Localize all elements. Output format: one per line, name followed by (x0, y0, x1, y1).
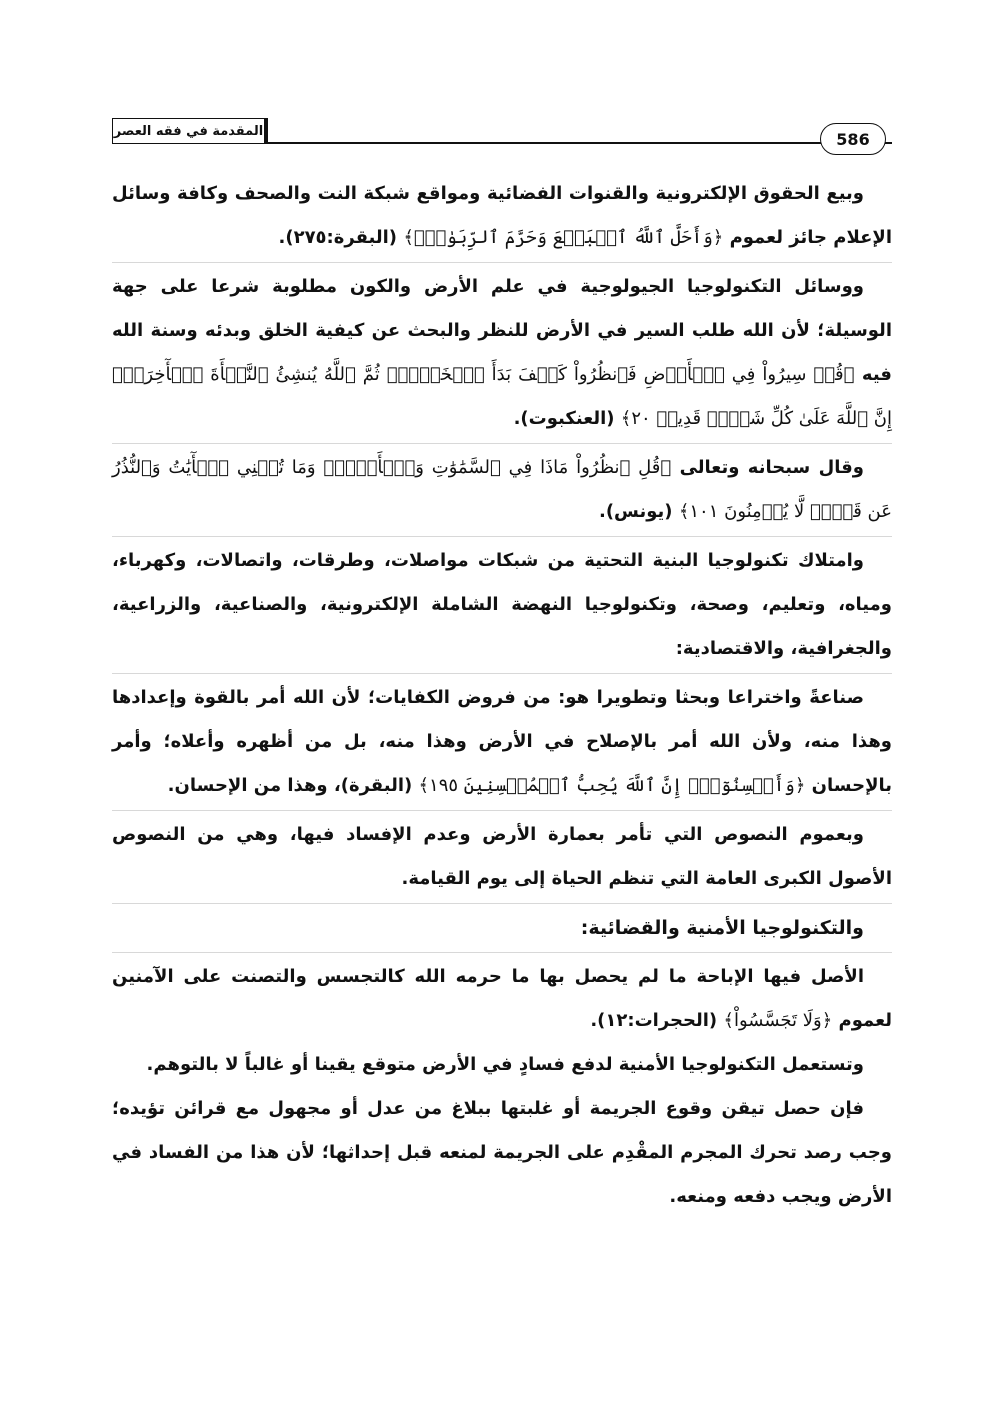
paragraph-4: وامتلاك تكنولوجيا البنية التحتية من شبكات مواصلات، وطرقات، واتصالات، وكهرباء، ومياه، وتعليم، وصحة، وتكنولوجيا النهضة الشاملة الإلكترونية، والصناعية، والزراعية، والجغرافية، والاقتصادية: (112, 550, 892, 659)
verse-reference: (الحجرات:١٢). (590, 1010, 718, 1031)
quran-verse-ankabut-20: ﴿قُلۡ سِيرُواْ فِي ٱلۡأَرۡضِ فَٱنظُرُواْ كَيۡفَ بَدَأَ ٱلۡخَلۡقَۚ ثُمَّ ٱللَّهُ يُنشِئُ ٱلنَّشۡأَةَ ٱلۡأٓخِرَةَۚ إِنَّ ٱللَّهَ عَلَىٰ كُلِّ شَيۡءٖ قَدِيرٞ ٢٠﴾ (112, 364, 892, 429)
page-body (112, 172, 892, 1219)
paragraph-8: وتستعمل التكنولوجيا الأمنية لدفع فسادٍ في الأرض متوقع يقينا أو غالباً لا بالتوهم. (146, 1054, 864, 1075)
paragraph-6: وبعموم النصوص التي تأمر بعمارة الأرض وعدم الإفساد فيها، وهي من النصوص الأصول الكبرى العامة التي تنظم الحياة إلى يوم القيامة. (112, 824, 892, 889)
paragraph-5-text: صناعةً واختراعا وبحثا وتطويرا هو: من فروض الكفايات؛ لأن الله أمر بالقوة وإعدادها وهذا منه، ولأن الله أمر بالإصلاح في الأرض وهذا منه، بل من أظهره وأعلاه؛ وأمر بالإحسان (112, 687, 892, 796)
page-number: 586 (820, 123, 886, 155)
page-header (112, 118, 892, 148)
running-title: المقدمة في فقه العصر (112, 118, 268, 144)
verse-reference: (البقرة)، وهذا من الإحسان. (167, 775, 413, 796)
paragraph-7 (112, 955, 892, 1043)
section-heading: والتكنولوجيا الأمنية والقضائية: (580, 917, 864, 939)
paragraph-1 (112, 172, 892, 260)
quran-verse-yunus-101: ﴿قُلِ ٱنظُرُواْ مَاذَا فِي ٱلسَّمَٰوَٰتِ وَٱلۡأَرۡضِۚ وَمَا تُغۡنِي ٱلۡأٓيَٰتُ وَٱلنُّذُرُ عَن قَوۡمٖ لَّا يُؤۡمِنُونَ ١٠١﴾ (112, 457, 892, 522)
header-rule (268, 142, 892, 144)
paragraph-separator (112, 810, 892, 811)
quran-verse-baqarah-195: ﴿وَأَحۡسِنُوٓاْۚ إِنَّ ٱللَّهَ يُحِبُّ ٱلۡمُحۡسِنِينَ ١٩٥﴾ (418, 775, 806, 796)
paragraph-5 (112, 676, 892, 808)
verse-reference: (البقرة:٢٧٥). (278, 227, 398, 248)
paragraph-2 (112, 265, 892, 441)
paragraph-separator (112, 903, 892, 904)
paragraph-9: فإن حصل تيقن وقوع الجريمة أو غلبتها ببلاغ من عدل أو مجهول مع قرائن تؤيده؛ وجب رصد تحرك المجرم المقْدِم على الجريمة لمنعه قبل إحداثها؛ لأن هذا من الفساد في الأرض ويجب دفعه ومنعه. (112, 1098, 892, 1207)
quran-verse-hujurat-12: ﴿وَلَا تَجَسَّسُواْ﴾ (723, 1010, 833, 1031)
paragraph-separator (112, 952, 892, 953)
verse-reference: (يونس). (598, 501, 673, 522)
paragraph-separator (112, 443, 892, 444)
paragraph-separator (112, 536, 892, 537)
paragraph-1-text: وبيع الحقوق الإلكترونية والقنوات الفضائية ومواقع شبكة النت والصحف وكافة وسائل الإعلام جائز لعموم (112, 183, 892, 248)
quran-verse-baqarah-275: ﴿وَأَحَلَّ ٱللَّهُ ٱلۡبَيۡعَ وَحَرَّمَ ٱلرِّبَوٰاْۚ﴾ (403, 227, 724, 248)
paragraph-separator (112, 262, 892, 263)
paragraph-3-text: وقال سبحانه وتعالى (679, 457, 864, 478)
paragraph-separator (112, 673, 892, 674)
verse-reference: (العنكبوت). (513, 408, 615, 429)
paragraph-7-text: الأصل فيها الإباحة ما لم يحصل بها ما حرمه الله كالتجسس والتصنت على الآمنين لعموم (112, 966, 892, 1031)
paragraph-2-text: ووسائل التكنولوجيا الجيولوجية في علم الأرض والكون مطلوبة شرعا على جهة الوسيلة؛ لأن الله طلب السير في الأرض للنظر والبحث عن كيفية الخلق وبدئه وسنة الله فيه (112, 276, 892, 385)
paragraph-3 (112, 446, 892, 534)
